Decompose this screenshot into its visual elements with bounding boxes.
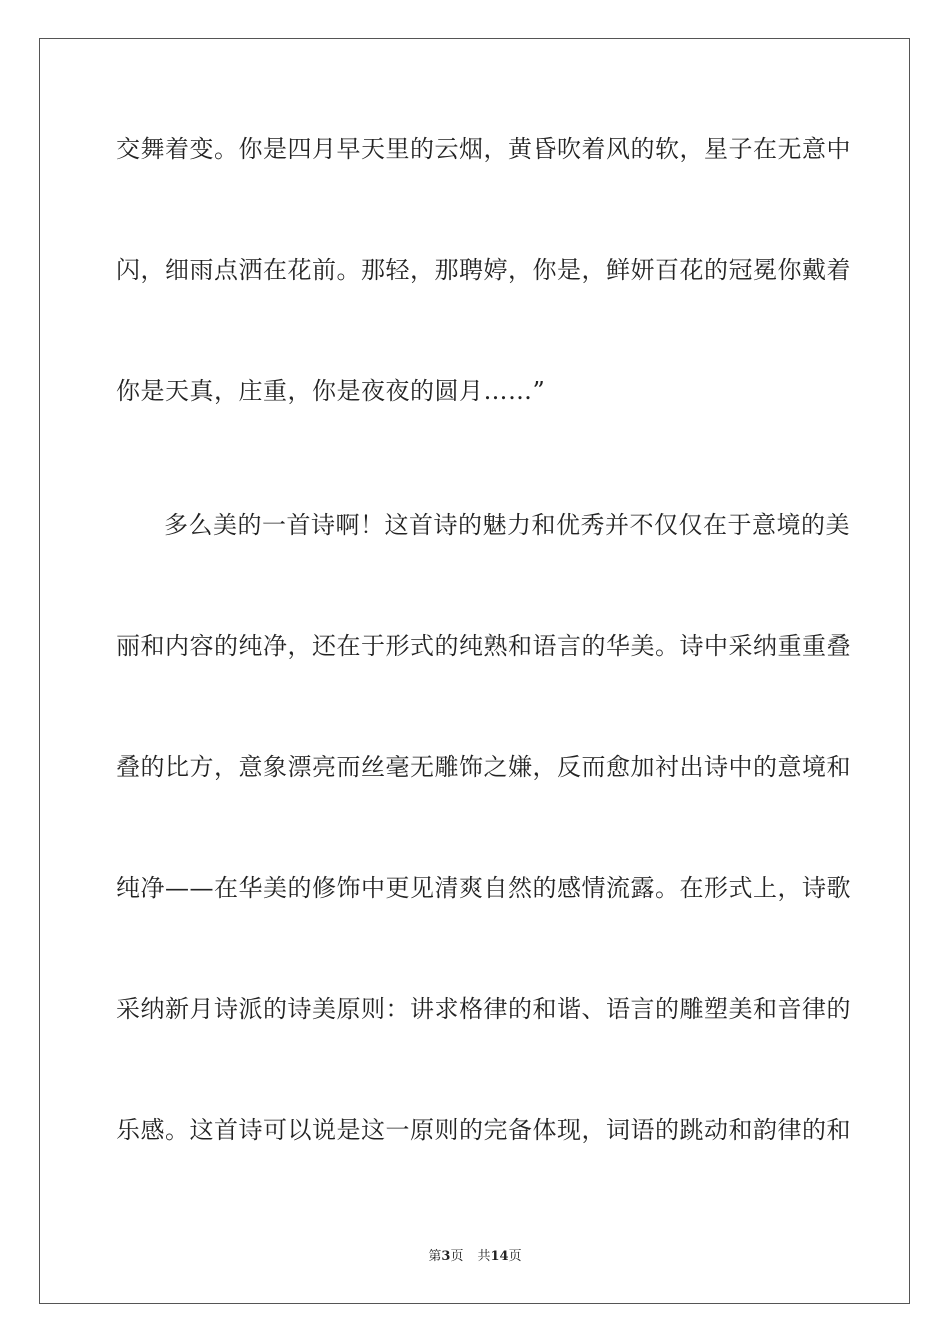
current-page-number: 3 bbox=[441, 1249, 451, 1264]
page-suffix: 页 bbox=[450, 1249, 464, 1264]
total-page-number: 14 bbox=[490, 1249, 509, 1264]
body-line-2: 闪，细雨点洒在花前。那轻，那聘婷，你是，鲜妍百花的冠冕你戴着 bbox=[116, 256, 851, 284]
page-prefix: 第 bbox=[428, 1249, 442, 1264]
body-line-8: 采纳新月诗派的诗美原则：讲求格律的和谐、语言的雕塑美和音律的 bbox=[116, 995, 851, 1023]
total-suffix: 页 bbox=[508, 1249, 522, 1264]
body-line-3: 你是天真，庄重，你是夜夜的圆月……” bbox=[116, 377, 546, 405]
page-footer bbox=[0, 1248, 950, 1266]
body-line-5: 丽和内容的纯净，还在于形式的纯熟和语言的华美。诗中采纳重重叠 bbox=[116, 632, 851, 660]
body-line-7: 纯净——在华美的修饰中更见清爽自然的感情流露。在形式上，诗歌 bbox=[116, 874, 851, 902]
body-line-4: 多么美的一首诗啊！这首诗的魅力和优秀并不仅仅在于意境的美 bbox=[164, 511, 850, 539]
body-line-6: 叠的比方，意象漂亮而丝毫无雕饰之嫌，反而愈加衬出诗中的意境和 bbox=[116, 753, 851, 781]
body-line-1: 交舞着变。你是四月早天里的云烟，黄昏吹着风的软，星子在无意中 bbox=[116, 135, 851, 163]
body-line-9: 乐感。这首诗可以说是这一原则的完备体现，词语的跳动和韵律的和 bbox=[116, 1116, 851, 1144]
total-prefix: 共 bbox=[477, 1249, 491, 1264]
